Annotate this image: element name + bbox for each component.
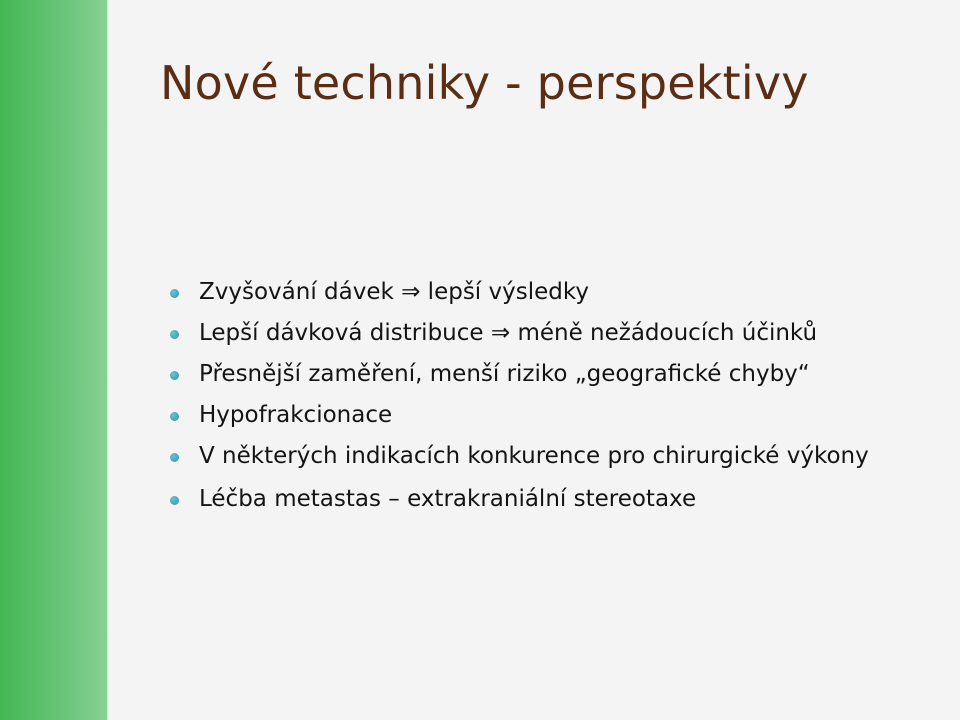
bullet-text: Hypofrakcionace [199, 402, 393, 428]
bullet-item [170, 442, 910, 470]
bullet-dot-icon [170, 496, 179, 505]
bullet-item [170, 360, 910, 388]
bullet-text: Zvyšování dávek ⇒ lepší výsledky [199, 279, 589, 305]
decorative-side-band [0, 0, 107, 720]
bullet-item [170, 278, 910, 306]
bullet-dot-icon [170, 453, 179, 462]
bullet-text: Lepší dávková distribuce ⇒ méně nežádoucích účinků [199, 320, 818, 346]
bullet-item [170, 485, 910, 513]
bullet-list [170, 278, 910, 526]
bullet-item [170, 319, 910, 347]
bullet-dot-icon [170, 371, 179, 380]
bullet-dot-icon [170, 289, 179, 298]
slide-title: Nové techniky - perspektivy [160, 56, 809, 110]
side-band-edge [107, 0, 109, 720]
bullet-dot-icon [170, 330, 179, 339]
bullet-text: Léčba metastas – extrakraniální stereotaxe [199, 486, 697, 512]
bullet-dot-icon [170, 412, 179, 421]
bullet-item [170, 401, 910, 429]
bullet-text: V některých indikacích konkurence pro chirurgické výkony [199, 443, 869, 469]
bullet-text: Přesnější zaměření, menší riziko „geografické chyby“ [199, 361, 810, 387]
